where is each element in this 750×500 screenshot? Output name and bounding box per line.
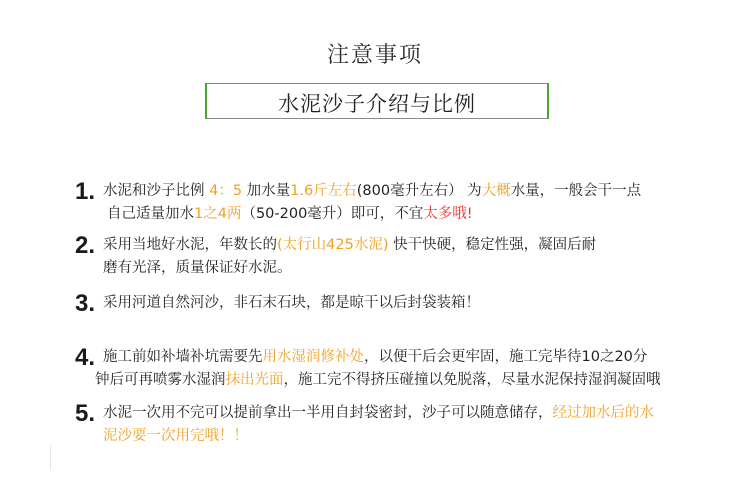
item-text xyxy=(103,234,596,280)
item-text xyxy=(95,346,661,392)
highlight-text: 4：5 xyxy=(209,183,243,199)
item-number: 5. xyxy=(75,400,96,427)
text-segment: 快干快硬，稳定性强，凝固后耐 xyxy=(388,237,597,253)
item-number: 3. xyxy=(75,290,96,317)
text-segment: ，施工完不得挤压碰撞以免脱落，尽量水泥保持湿润凝固哦 xyxy=(283,372,661,388)
text-segment: 钟后可再喷雾水湿润 xyxy=(95,372,226,388)
text-segment: 水量，一般会干一点 xyxy=(510,183,642,199)
highlight-text: 泥沙要一次用完哦！！ xyxy=(103,428,248,444)
highlight-text: (太行山425水泥) xyxy=(277,237,389,253)
text-segment: 采用当地好水泥，年数长的 xyxy=(103,237,277,253)
text-segment: 磨有光泽，质量保证好水泥。 xyxy=(103,260,292,276)
text-segment: 水泥和沙子比例 xyxy=(103,183,210,199)
divider xyxy=(50,445,51,470)
text-segment: （50-200毫升）即可，不宜 xyxy=(241,206,424,222)
subtitle-frame xyxy=(205,83,549,119)
item-number: 2. xyxy=(75,232,96,259)
item-number: 1. xyxy=(75,178,96,205)
highlight-text: 用水湿润修补处 xyxy=(262,349,364,365)
text-segment: 水泥一次用不完可以提前拿出一半用自封袋密封，沙子可以随意储存， xyxy=(103,405,553,421)
highlight-text: 太多哦! xyxy=(423,206,473,222)
highlight-text: 1之4两 xyxy=(194,206,242,222)
highlight-text: 1.6斤左右 xyxy=(290,183,357,199)
item-number: 4. xyxy=(75,344,96,371)
text-segment: 采用河道自然河沙，非石末石块，都是晾干以后封袋装箱！ xyxy=(103,295,480,311)
text-segment: 施工前如补墙补坑需要先 xyxy=(103,349,263,365)
highlight-text: 抹出光面 xyxy=(225,372,284,388)
text-segment: ，以便干后会更牢固，施工完毕待10之20分 xyxy=(364,349,648,365)
highlight-text: 大概 xyxy=(481,183,511,199)
item-text xyxy=(103,292,480,315)
text-segment: 加水量 xyxy=(242,183,291,199)
item-text xyxy=(103,402,654,448)
item-text xyxy=(103,180,641,226)
text-segment: (800毫升左右） 为 xyxy=(356,183,482,199)
text-segment: 自己适量加水 xyxy=(107,206,194,222)
page-title: 注意事项 xyxy=(326,43,423,68)
highlight-text: 经过加水后的水 xyxy=(552,405,654,421)
subtitle: 水泥沙子介绍与比例 xyxy=(278,92,476,116)
